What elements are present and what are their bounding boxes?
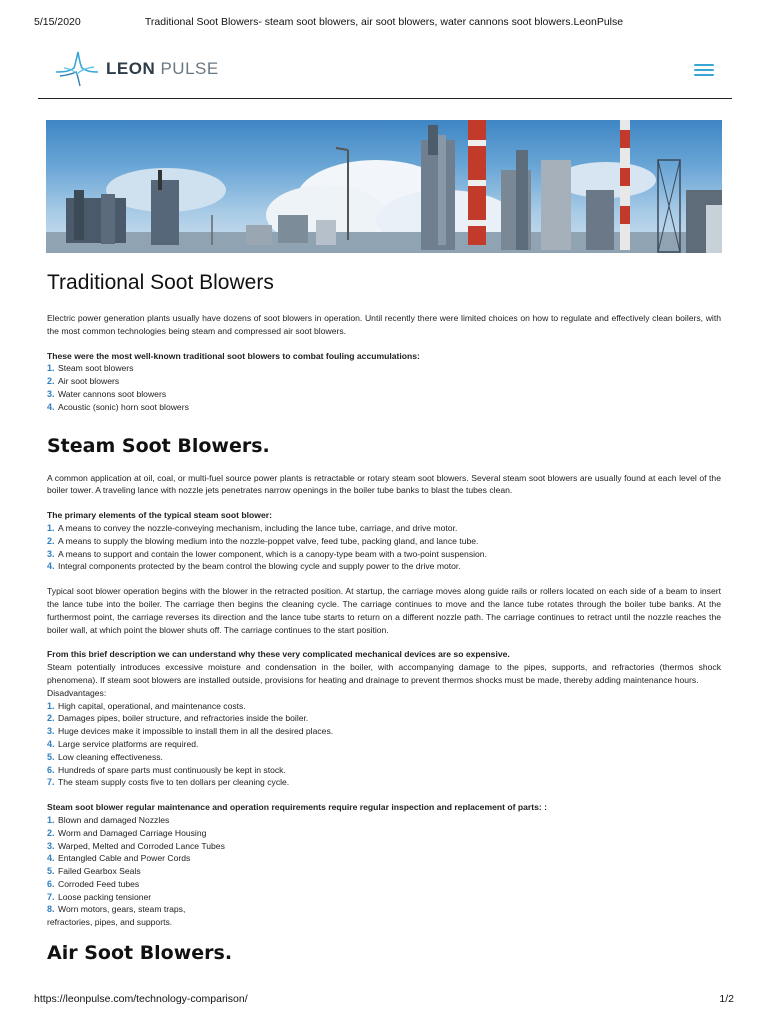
logo-text (106, 59, 219, 79)
list-item: 5. Low cleaning effectiveness. (47, 751, 163, 762)
logo-text-light: PULSE (160, 59, 219, 78)
print-header (34, 16, 734, 30)
steam-paragraph-1: A common application at oil, coal, or multi-fuel source power plants is retractable or rotary steam soot blowers. Several steam soot blowers are usually found at each level of the boiler tower. A traveling lance with nozzle jets penetrates narrow openings in the boiler tube banks to blast the tubes clean. (47, 472, 721, 496)
logo[interactable] (54, 48, 219, 90)
maintenance-list (47, 814, 721, 916)
print-date: 5/15/2020 (34, 16, 81, 28)
list-item: 3. Water cannons soot blowers (47, 388, 167, 399)
traditional-list-lead: These were the most well-known traditional soot blowers to combat fouling accumulations: (47, 350, 420, 361)
list-item: 2. Damages pipes, boiler structure, and refractories inside the boiler. (47, 713, 309, 724)
page-number: 1/2 (719, 993, 734, 1005)
list-item: 5. Failed Gearbox Seals (47, 866, 141, 877)
article-content (47, 270, 721, 979)
list-item: 4. Integral components protected by the beam control the blowing cycle and supply power to the drive motor. (47, 561, 461, 572)
list-item: 8. Worn motors, gears, steam traps, (47, 904, 186, 915)
list-item: 1. High capital, operational, and maintenance costs. (47, 700, 246, 711)
list-item: 4. Entangled Cable and Power Cords (47, 853, 191, 864)
site-header (38, 44, 732, 99)
section-title-traditional: Traditional Soot Blowers (47, 271, 274, 294)
hero-image (46, 120, 722, 253)
leon-pulse-logo-icon (54, 50, 100, 88)
list-item: 4. Acoustic (sonic) horn soot blowers (47, 401, 189, 412)
list-item: 4. Large service platforms are required. (47, 738, 199, 749)
list-item: 1. A means to convey the nozzle-conveying mechanism, including the lance tube, carriage, and drive motor. (47, 522, 458, 533)
print-title: Traditional Soot Blowers- steam soot blowers, air soot blowers, water cannons soot blowers.LeonPulse (144, 16, 624, 28)
list-item: 1. Blown and damaged Nozzles (47, 814, 170, 825)
expense-lead: From this brief description we can understand why these very complicated mechanical devices are so expensive. (47, 649, 510, 660)
section-title-air: Air Soot Blowers. (47, 942, 233, 965)
steam-paragraph-3: Steam potentially introduces excessive moisture and condensation in the boiler, with accompanying damage to the pipes, supports, and refractories (thermos shock phenomena). If steam soot blowers are installed outside, provisions for heating and drainage to prevent thermos shocks must be made, thereby adding maintenance hours. (47, 662, 721, 685)
elements-list (47, 522, 721, 573)
list-item: 3. A means to support and contain the lower component, which is a canopy-type beam with a two-point suspension. (47, 548, 487, 559)
section-title-steam: Steam Soot Blowers. (47, 434, 270, 457)
list-item: 3. Warped, Melted and Corroded Lance Tubes (47, 840, 225, 851)
print-footer (34, 993, 734, 1007)
list-item: 2. A means to supply the blowing medium into the nozzle-poppet valve, feed tube, packing gland, and lance tube. (47, 535, 479, 546)
steam-paragraph-2: Typical soot blower operation begins with the blower in the retracted position. At startup, the carriage moves along guide rails or rollers located on each side of a beam to insert the lance tube into the boiler. The carriage then begins the cleaning cycle. The carriage continues to move and the lance tube rotates through the boiler tube banks. At the furthermost point, the carriage reverses its direction and the lance tube starts to return on a different nozzle path. The carriage continues to retract until the nozzle reaches the boiler wall, at which point the blower shuts off. The carriage continues to the start position. (47, 586, 721, 635)
list-item: 3. Huge devices make it impossible to install them in all the desired places. (47, 726, 334, 737)
disadvantages-label: Disadvantages: (47, 687, 107, 698)
list-item: 7. The steam supply costs five to ten dollars per cleaning cycle. (47, 777, 290, 788)
traditional-list (47, 362, 721, 413)
list-item: 1. Steam soot blowers (47, 363, 134, 374)
disadvantages-list (47, 700, 721, 790)
logo-text-bold: LEON (106, 59, 156, 78)
print-url[interactable]: https://leonpulse.com/technology-comparison/ (34, 993, 248, 1005)
list-item: 6. Corroded Feed tubes (47, 878, 140, 889)
maintenance-lead: Steam soot blower regular maintenance and operation requirements require regular inspection and replacement of parts: : (47, 802, 547, 813)
intro-paragraph: Electric power generation plants usually have dozens of soot blowers in operation. Until recently there were limited choices on how to regulate and effectively clean boilers, with the most common technologies being steam and compressed air soot blowers. (47, 313, 721, 336)
list-item: 2. Air soot blowers (47, 376, 120, 387)
elements-list-lead: The primary elements of the typical steam soot blower: (47, 510, 272, 521)
list-item: 7. Loose packing tensioner (47, 891, 152, 902)
list-item: 2. Worm and Damaged Carriage Housing (47, 827, 207, 838)
industrial-plant-illustration (46, 120, 722, 253)
hamburger-menu-icon[interactable] (694, 64, 714, 78)
list-item: 6. Hundreds of spare parts must continuously be kept in stock. (47, 764, 286, 775)
maintenance-tail: refractories, pipes, and supports. (47, 917, 173, 928)
